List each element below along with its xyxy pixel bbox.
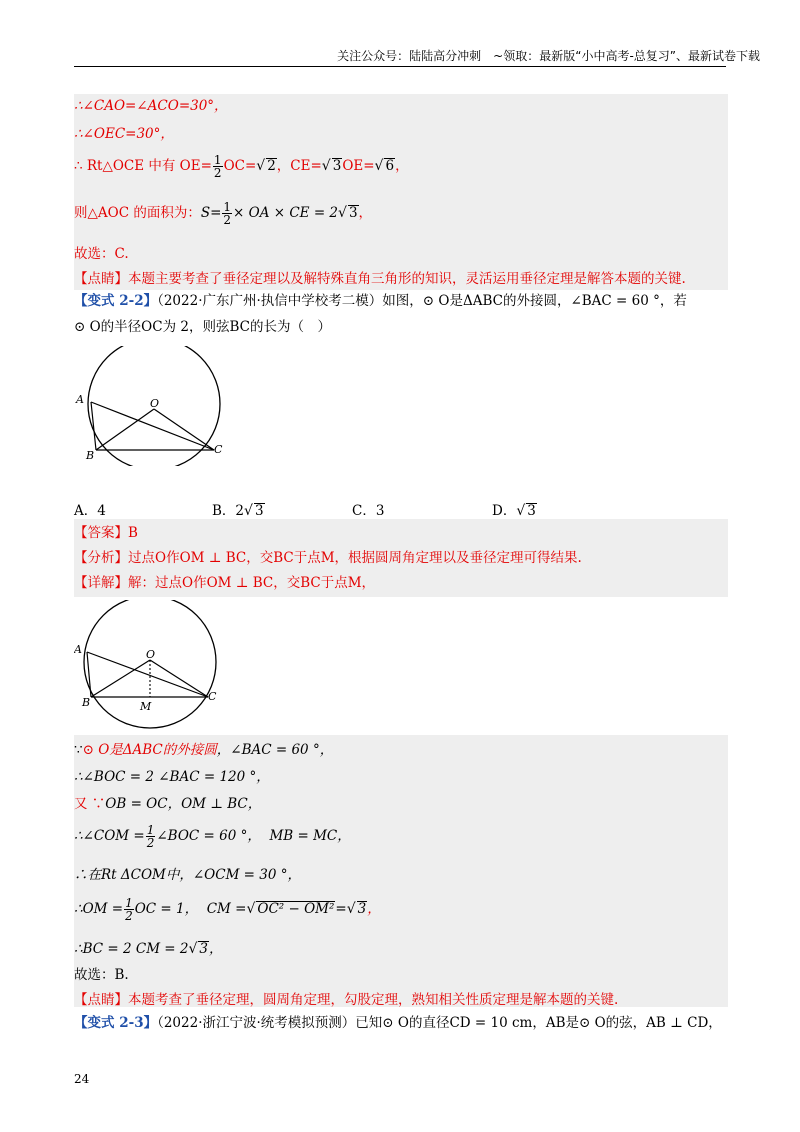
solution-highlight-1 — [74, 94, 728, 290]
step-7: ∴BC = 2 CM = 2√ 3， — [74, 941, 223, 957]
xiangjie-line: 【详解】解：过点O作OM ⊥ BC，交BC于点M， — [74, 575, 376, 591]
step-3: 又 ∵OB = OC，OM ⊥ BC， — [74, 796, 262, 812]
problem-2-2-line-1: 【变式 2-2】（2022·广东广州·执信中学校考二模）如图，⊙ O是ΔABC的外接圆，∠BAC = 60 °，若 — [74, 293, 687, 309]
label-O: O — [150, 397, 160, 410]
prev-dianjing: 【点睛】本题主要考查了垂径定理以及解特殊直角三角形的知识，灵活运用垂径定理是解答本题的关键. — [74, 271, 686, 287]
step-6: ∴OM = $\frac{1}{2}$ OC = 1， CM =√ OC² − OM²=√ 3， — [74, 896, 381, 923]
label-O: O — [146, 648, 156, 661]
label-B: B — [86, 449, 95, 462]
step-2: ∴∠BOC = 2 ∠BAC = 120 °， — [74, 769, 270, 785]
prev-line-3: ∴ Rt△OCE 中有 OE= $\frac{1}{2}$ OC=√ 2，CE=√ 3OE=√ 6， — [74, 153, 409, 180]
answer-line: 【答案】B — [74, 525, 138, 541]
fenxi-line: 【分析】过点O作OM ⊥ BC，交BC于点M，根据圆周角定理以及垂径定理可得结果. — [74, 550, 582, 566]
label-A: A — [74, 643, 82, 656]
choice-d[interactable]: D．√ 3 — [492, 503, 536, 519]
label-B: B — [82, 696, 91, 709]
prev-line-1: ∴∠CAO=∠ACO=30°， — [74, 98, 228, 114]
prev-line-4: 则△AOC 的面积为：S= $\frac{1}{2}$ × OA × CE = 2√ 3， — [74, 200, 373, 227]
choice-b[interactable]: B．2√ 3 — [212, 503, 264, 519]
label-A: A — [76, 393, 84, 406]
circle-figure-2 — [74, 600, 222, 732]
label-C: C — [208, 690, 217, 703]
header-rule — [74, 66, 726, 67]
problem-2-2-line-2: ⊙ O的半径OC为 2，则弦BC的长为（ ） — [74, 319, 331, 335]
page-header: 关注公众号：陆陆高分冲刺 ~领取：最新版“小中高考-总复习”、最新试卷下载 — [337, 49, 760, 63]
problem-2-3-line: 【变式 2-3】（2022·浙江宁波·统考模拟预测）已知⊙ O的直径CD = 10 cm，AB是⊙ O的弦，AB ⊥ CD， — [74, 1015, 722, 1031]
step-5: ∴在Rt ΔCOM中，∠OCM = 30 °， — [74, 867, 302, 883]
step-1: ∵⊙ O是ΔABC的外接圆，∠BAC = 60 °， — [74, 742, 334, 758]
choice-a[interactable]: A．4 — [74, 503, 106, 519]
page-number: 24 — [74, 1072, 90, 1086]
steps-dianjing: 【点睛】本题考查了垂径定理，圆周角定理，勾股定理，熟知相关性质定理是解本题的关键. — [74, 992, 619, 1008]
fraction-half: $\frac{1}{2}$ — [125, 896, 133, 923]
prev-line-5: 故选：C. — [74, 246, 129, 262]
prev-line-2: ∴∠OEC=30°， — [74, 126, 174, 142]
step-8: 故选：B. — [74, 967, 129, 983]
label-C: C — [214, 443, 223, 456]
fraction-half: $\frac{1}{2}$ — [223, 200, 232, 227]
choice-c[interactable]: C．3 — [352, 503, 385, 519]
fraction-half: $\frac{1}{2}$ — [146, 823, 155, 850]
label-M: M — [140, 700, 152, 713]
step-4: ∴∠COM = $\frac{1}{2}$ ∠BOC = 60 °， MB = MC， — [74, 823, 351, 850]
fraction-half: $\frac{1}{2}$ — [213, 153, 222, 180]
circle-figure-1 — [74, 346, 234, 466]
